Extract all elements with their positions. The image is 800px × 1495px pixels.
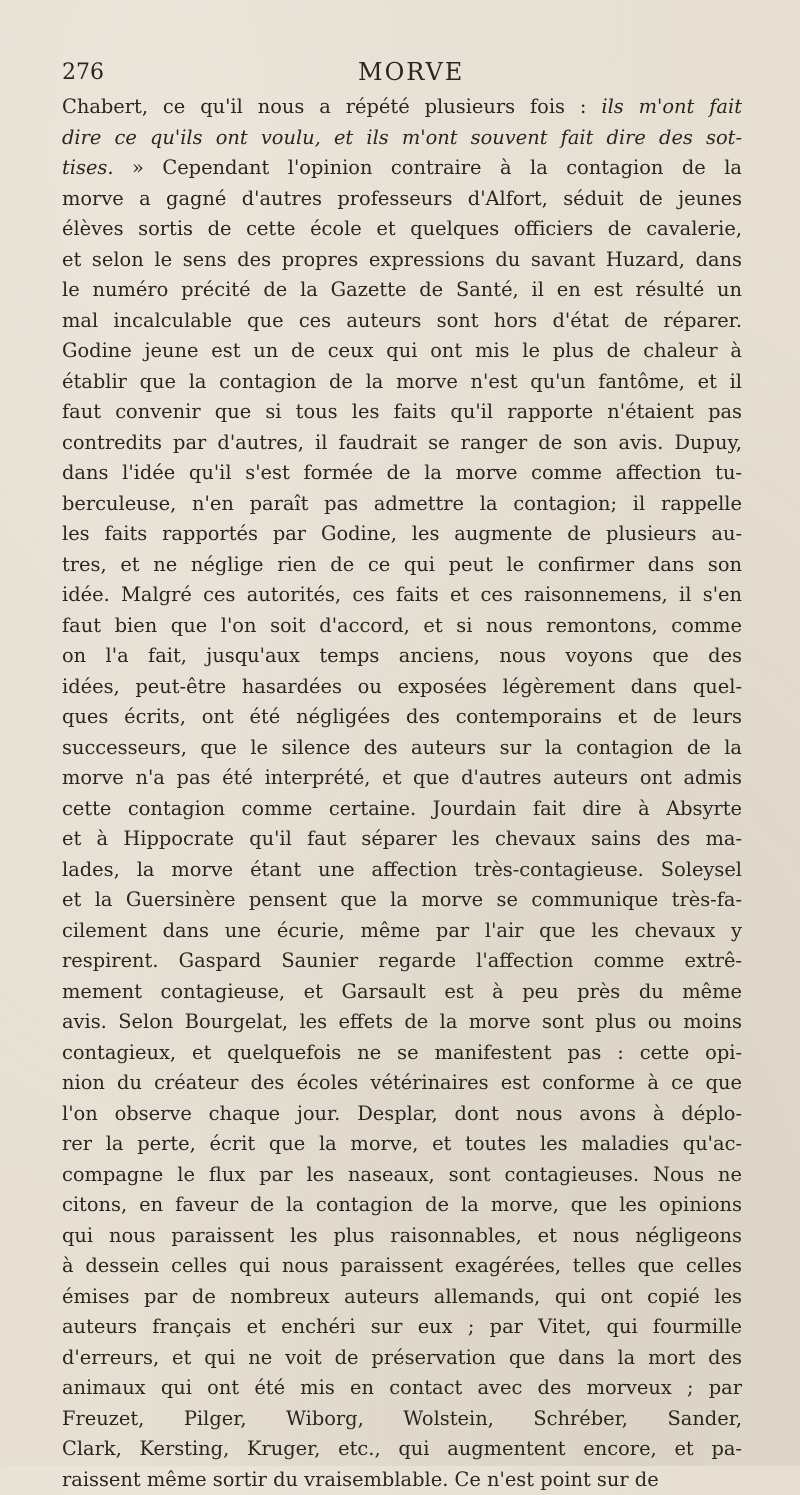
roman-text: lades, la morve étant une affection très-contagieuse. Soleysel <box>62 858 742 881</box>
text-line <box>62 1129 742 1160</box>
roman-text: compagne le flux par les naseaux, sont contagieuses. Nous ne <box>62 1163 742 1186</box>
italic-text: tises. <box>62 156 114 179</box>
text-line <box>62 1373 742 1404</box>
text-line <box>62 1251 742 1282</box>
roman-text: faut convenir que si tous les faits qu'il rapporte n'étaient pas <box>62 400 742 423</box>
text-line <box>62 1068 742 1099</box>
roman-text: contredits par d'autres, il faudrait se ranger de son avis. Dupuy, <box>62 431 742 454</box>
roman-text: faut bien que l'on soit d'accord, et si nous remontons, comme <box>62 614 742 637</box>
roman-text: élèves sortis de cette école et quelques officiers de cavalerie, <box>62 217 742 240</box>
text-line <box>62 336 742 367</box>
text-line <box>62 245 742 276</box>
roman-text: Clark, Kersting, Kruger, etc., qui augmentent encore, et pa- <box>62 1437 742 1460</box>
text-line <box>62 702 742 733</box>
roman-text: d'erreurs, et qui ne voit de préservation que dans la mort des <box>62 1346 742 1369</box>
roman-text: mement contagieuse, et Garsault est à peu près du même <box>62 980 742 1003</box>
text-line <box>62 1282 742 1313</box>
text-line <box>62 1099 742 1130</box>
italic-text: dire ce qu'ils ont voulu, et ils m'ont souvent fait dire des sot- <box>62 126 742 149</box>
text-line <box>62 1160 742 1191</box>
roman-text: ques écrits, ont été négligées des contemporains et de leurs <box>62 705 742 728</box>
italic-text: ils m'ont fait <box>601 95 742 118</box>
text-line <box>62 1434 742 1465</box>
text-line <box>62 763 742 794</box>
text-line <box>62 672 742 703</box>
roman-text: émises par de nombreux auteurs allemands, qui ont copié les <box>62 1285 742 1308</box>
text-line <box>62 214 742 245</box>
text-line <box>62 489 742 520</box>
text-line <box>62 641 742 672</box>
text-line <box>62 1190 742 1221</box>
text-line <box>62 916 742 947</box>
roman-text: établir que la contagion de la morve n'est qu'un fantôme, et il <box>62 370 742 393</box>
roman-text: cette contagion comme certaine. Jourdain fait dire à Absyrte <box>62 797 742 820</box>
roman-text: Chabert, ce qu'il nous a répété plusieurs fois : <box>62 95 601 118</box>
roman-text: respirent. Gaspard Saunier regarde l'affection comme extrê- <box>62 949 742 972</box>
text-line <box>62 1007 742 1038</box>
roman-text: mal incalculable que ces auteurs sont hors d'état de réparer. <box>62 309 742 332</box>
roman-text: tres, et ne néglige rien de ce qui peut le confirmer dans son <box>62 553 742 576</box>
roman-text: rer la perte, écrit que la morve, et toutes les maladies qu'ac- <box>62 1132 742 1155</box>
body-text <box>62 92 742 1495</box>
roman-text: Freuzet, Pilger, Wiborg, Wolstein, Schréber, Sander, <box>62 1407 742 1430</box>
text-line <box>62 550 742 581</box>
text-line <box>62 397 742 428</box>
roman-text: et la Guersinère pensent que la morve se communique très-fa- <box>62 888 742 911</box>
text-line <box>62 1312 742 1343</box>
text-line <box>62 1343 742 1374</box>
text-line <box>62 153 742 184</box>
text-line <box>62 428 742 459</box>
roman-text: morve a gagné d'autres professeurs d'Alfort, séduit de jeunes <box>62 187 742 210</box>
text-line <box>62 885 742 916</box>
roman-text: citons, en faveur de la contagion de la morve, que les opinions <box>62 1193 742 1216</box>
text-line <box>62 611 742 642</box>
roman-text: animaux qui ont été mis en contact avec des morveux ; par <box>62 1376 742 1399</box>
page-number: 276 <box>62 60 104 85</box>
text-line <box>62 184 742 215</box>
page-header <box>62 52 742 92</box>
text-line <box>62 824 742 855</box>
roman-text: on l'a fait, jusqu'aux temps anciens, nous voyons que des <box>62 644 742 667</box>
text-line <box>62 519 742 550</box>
roman-text: à dessein celles qui nous paraissent exagérées, telles que celles <box>62 1254 742 1277</box>
text-line <box>62 306 742 337</box>
text-line <box>62 794 742 825</box>
text-line <box>62 1038 742 1069</box>
text-line <box>62 977 742 1008</box>
roman-text: morve n'a pas été interprété, et que d'autres auteurs ont admis <box>62 766 742 789</box>
roman-text: qui nous paraissent les plus raisonnables, et nous négligeons <box>62 1224 742 1247</box>
text-line <box>62 275 742 306</box>
text-line <box>62 367 742 398</box>
roman-text: auteurs français et enchéri sur eux ; par Vitet, qui fourmille <box>62 1315 742 1338</box>
roman-text: Godine jeune est un de ceux qui ont mis le plus de chaleur à <box>62 339 742 362</box>
running-head: MORVE <box>358 58 464 86</box>
roman-text: l'on observe chaque jour. Desplar, dont nous avons à déplo- <box>62 1102 742 1125</box>
text-line <box>62 458 742 489</box>
roman-text: successeurs, que le silence des auteurs sur la contagion de la <box>62 736 742 759</box>
roman-text: nion du créateur des écoles vétérinaires est conforme à ce que <box>62 1071 742 1094</box>
roman-text: idées, peut-être hasardées ou exposées légèrement dans quel- <box>62 675 742 698</box>
roman-text: avis. Selon Bourgelat, les effets de la morve sont plus ou moins <box>62 1010 742 1033</box>
text-line <box>62 92 742 123</box>
text-line <box>62 1465 742 1495</box>
roman-text: les faits rapportés par Godine, les augmente de plusieurs au- <box>62 522 742 545</box>
roman-text: » Cependant l'opinion contraire à la contagion de la <box>114 156 742 179</box>
text-line <box>62 1404 742 1435</box>
text-line <box>62 946 742 977</box>
roman-text: cilement dans une écurie, même par l'air que les chevaux y <box>62 919 742 942</box>
text-line <box>62 733 742 764</box>
roman-text: berculeuse, n'en paraît pas admettre la contagion; il rappelle <box>62 492 742 515</box>
text-line <box>62 580 742 611</box>
text-line <box>62 1221 742 1252</box>
roman-text: raissent même sortir du vraisemblable. Ce n'est point sur de <box>62 1468 659 1491</box>
text-line <box>62 855 742 886</box>
text-line <box>62 123 742 154</box>
roman-text: le numéro précité de la Gazette de Santé, il en est résulté un <box>62 278 742 301</box>
roman-text: et selon le sens des propres expressions du savant Huzard, dans <box>62 248 742 271</box>
roman-text: contagieux, et quelquefois ne se manifestent pas : cette opi- <box>62 1041 742 1064</box>
roman-text: et à Hippocrate qu'il faut séparer les chevaux sains des ma- <box>62 827 742 850</box>
roman-text: dans l'idée qu'il s'est formée de la morve comme affection tu- <box>62 461 742 484</box>
roman-text: idée. Malgré ces autorités, ces faits et ces raisonnemens, il s'en <box>62 583 742 606</box>
